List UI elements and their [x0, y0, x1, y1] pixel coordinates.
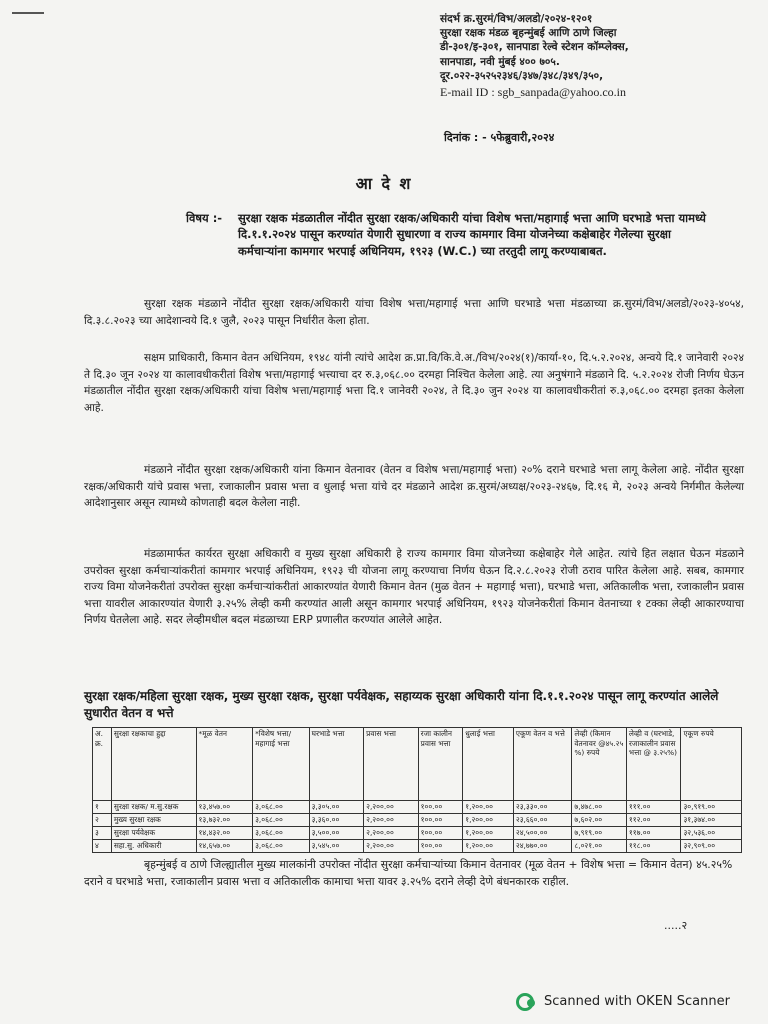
subject-block [186, 210, 716, 259]
table-header-row [93, 728, 742, 801]
cell: २,२००.०० [364, 814, 419, 827]
cell: ७,६०२.०० [572, 814, 627, 827]
cell: १४,४३२.०० [196, 827, 253, 840]
header-line: सानपाडा, नवी मुंबई ४०० ७०५. [440, 55, 560, 68]
cell: २४,७७०.०० [513, 840, 572, 853]
cell: ७,४७८.०० [572, 801, 627, 814]
header-line: डी-३०१/इ-३०१, सानपाडा रेल्वे स्टेशन कॉम्प्लेक्स, [440, 41, 629, 54]
cell: २३,६६०.०० [513, 814, 572, 827]
levy-note-text: बृहन्मुंबई व ठाणे जिल्ह्यातील मुख्य मालकांनी उपरोक्त नोंदीत सुरक्षा कर्मचाऱ्यांच्या किमान वेतनावर (मूळ वेतन + विशेष भत्ता = किमान वेतन) ४५.२५% दराने व घरभाडे भत्ता, रजाकालीन प्रवास भत्ता व अतिकालीक कामाचा भत्ता यावर ३.२५% दराने लेव्ही देणे बंधनकारक राहील. [84, 858, 733, 888]
paragraph-3 [84, 462, 744, 512]
email-line [440, 85, 740, 99]
cell: ७,९१९.०० [572, 827, 627, 840]
table-row [93, 827, 742, 840]
cell: १११.०० [626, 801, 681, 814]
office-header [440, 12, 740, 99]
page-continuation: .....२ [664, 919, 688, 932]
document-title: आ दे श [355, 174, 413, 193]
col-header: लेव्ही व (घरभाडे, रजाकालीन प्रवास भत्ता @ ३.२५%) [626, 728, 681, 801]
cell: २,२००.०० [364, 827, 419, 840]
col-header: धुलाई भत्ता [463, 728, 514, 801]
cell: मुख्य सुरक्षा रक्षक [111, 814, 196, 827]
header-line: संदर्भ क्र.सुरमं/विभ/अलडो/२०२४-१२०१ [440, 13, 593, 25]
scanner-watermark [516, 989, 730, 1013]
paragraph-text: मंडळाने नोंदीत सुरक्षा रक्षक/अधिकारी यांना किमान वेतनावर (वेतन व विशेष भत्ता/महागाई भत्ता) २०% दराने घरभाडे भत्ता लागू केलेला आहे. नोंदीत सुरक्षा रक्षक/अधिकारी यांचे प्रवास भत्ता, रजाकालीन प्रवास भत्ता व धुलाई भत्ता यांचे दर मंडळाने आदेश क्र.सुरमं/अध्यक्ष/२०२३-२४६७, दि.१६ मे, २०२३ अन्वये निर्गमीत केलेल्या आदेशानुसार असून त्यामध्ये कोणताही बदल केलेला नाही. [84, 464, 744, 510]
paragraph-4 [84, 546, 744, 629]
col-header: सुरक्षा रक्षकाचा हुद्दा [111, 728, 196, 801]
col-header: *विशेष भत्ता/ महागाई भत्ता [253, 728, 309, 801]
cell: १००.०० [418, 801, 463, 814]
cell: २३,३३०.०० [513, 801, 572, 814]
cell: ३,३०५.०० [309, 801, 364, 814]
paragraph-text: सक्षम प्राधिकारी, किमान वेतन अधिनियम, १९४८ यांनी त्यांचे आदेश क्र.प्रा.वि/कि.वे.अ./विभ/२०२४(१)/कार्या-१०, दि.५.२.२०२४, अन्वये दि.१ जानेवारी २०२४ ते दि.३० जून २०२४ या कालावधीकरीतां विशेष भत्ता/महागाई भत्त्याचा दर रु.३,०६८.०० दरमहा निश्चित केलेला आहे. त्या अनुषंगाने मंडळाने दि. ५.२.२०२४ रोजी निर्णय घेऊन मंडळातील नोंदीत सुरक्षा रक्षक/अधिकारी यांचा विशेष भत्ता/महागाई भत्ता दि.१ जानेवरी २०२४, ते दि.३० जुन २०२४ या कालावधीकरीतां रु.३,०६८.०० दरमहा इतका केलेला आहे. [84, 352, 744, 414]
cell: १००.०० [418, 814, 463, 827]
cell: ११२.०० [626, 814, 681, 827]
paragraph-text: मंडळामार्फत कार्यरत सुरक्षा अधिकारी व मुख्य सुरक्षा अधिकारी हे राज्य कामगार विमा योजनेच्या कक्षेबाहेर गेले आहेत. त्यांचे हित लक्षात घेऊन मंडळाने उपरोक्त सुरक्षा कर्मचाऱ्यांकरीतां कामगार भरपाई अधिनियम, १९२३ ची योजना लागू करण्याचा निर्णय घेऊन दि.२.८.२०२३ रोजी ठराव पारित केलेला आहे. सबब, कामगार राज्य विमा योजनेकरीतां उपरोक्त सुरक्षा कर्मचाऱ्यांकरीतां आकारण्यांत येणारी किमान वेतन (मुळ वेतन + महागाई भत्ता), घरभाडे भत्ता, अतिकालीक भत्ता, रजाकालीन प्रवास भत्ता यावरील आकारण्यांत येणारी ३.२५% लेव्ही कमी करण्यांत आली असून कामगार भरपाई अधिनियम, १९२३ योजनेकरीतां किमान वेतनाच्या १ टक्का लेव्ही आकारण्याचा निर्णय घेतलेला आहे. सदर लेव्हीमधील बदल मंडळाच्या ERP प्रणालीत करण्यांत आलेले आहेत. [84, 548, 744, 627]
cell: १,२००.०० [463, 827, 514, 840]
scanner-label: Scanned with OKEN Scanner [544, 993, 730, 1009]
email-label: E-mail ID : [440, 85, 495, 100]
cell: १३,४५७.०० [196, 801, 253, 814]
col-header: प्रवास भत्ता [364, 728, 419, 801]
cell: १,२००.०० [463, 840, 514, 853]
paragraph-2 [84, 350, 744, 416]
levy-note [84, 856, 744, 890]
cell: ३,३६०.०० [309, 814, 364, 827]
table-row [93, 840, 742, 853]
order-date: दिनांक : - ५फेब्रुवारी,२०२४ [444, 131, 555, 144]
cell: ४ [93, 840, 112, 853]
cell: ३,०६८.०० [253, 827, 309, 840]
cell: सुरक्षा रक्षक/ म.सु.रक्षक [111, 801, 196, 814]
col-header: लेव्ही (किमान वेतनावर @४५.२५ %) रुपये [572, 728, 627, 801]
col-header: घरभाडे भत्ता [309, 728, 364, 801]
cell: ३,०६८.०० [253, 801, 309, 814]
header-line: सुरक्षा रक्षक मंडळ बृहन्मुंबई आणि ठाणे जिल्हा [440, 27, 617, 40]
cell: ३१,३७४.०० [681, 814, 742, 827]
col-header: *मूळ वेतन [196, 728, 253, 801]
cell: ११८.०० [626, 840, 681, 853]
cell: ३०,९१९.०० [681, 801, 742, 814]
subject-text: सुरक्षा रक्षक मंडळातील नोंदीत सुरक्षा रक्षक/अधिकारी यांचा विशेष भत्ता/महागाई भत्ता आणि घरभाडे भत्ता यामध्ये दि.१.१.२०२४ पासून करण्यांत येणारी सुधारणा व राज्य कामगार विमा योजनेच्या कक्षेबाहेर गेलेल्या सुरक्षा कर्मचाऱ्यांना कामगार भरपाई अधिनियम, १९२३ (W.C.) च्या तरतुदी लागू करण्याबाबत. [238, 211, 706, 258]
paragraph-1 [84, 296, 744, 329]
cell: ३,०६८.०० [253, 814, 309, 827]
cell: २,२००.०० [364, 801, 419, 814]
paragraph-text: सुरक्षा रक्षक मंडळाने नोंदीत सुरक्षा रक्षक/अधिकारी यांचा विशेष भत्ता/महागाई भत्ता आणि घरभाडे भत्ता मंडळाच्या क्र.सुरमं/विभ/अलडो/२०२३-४०५४, दि.३.८.२०२३ च्या आदेशान्वये दि.१ जुलै, २०२३ पासून निर्धारीत केला होता. [84, 298, 744, 327]
salary-table [92, 727, 742, 853]
email-address: sgb_sanpada@yahoo.co.in [497, 85, 627, 100]
corner-mark [12, 12, 44, 14]
table-row [93, 814, 742, 827]
col-header: रजा कालीन प्रवास भत्ता [418, 728, 463, 801]
cell: १,२००.०० [463, 801, 514, 814]
subject-label: विषय :- [186, 211, 223, 225]
table-row [93, 801, 742, 814]
cell: १,२००.०० [463, 814, 514, 827]
cell: १३,७३२.०० [196, 814, 253, 827]
cell: १००.०० [418, 840, 463, 853]
cell: २४,५००.०० [513, 827, 572, 840]
cell: ८,०२१.०० [572, 840, 627, 853]
cell: २ [93, 814, 112, 827]
cell: १४,६५७.०० [196, 840, 253, 853]
table-title: सुरक्षा रक्षक/महिला सुरक्षा रक्षक, मुख्य सुरक्षा रक्षक, सुरक्षा पर्यवेक्षक, सहाय्यक सुरक्षा अधिकारी यांना दि.१.१.२०२४ पासून लागू करण्यांत आलेले सुधारीत वेतन व भत्ते [84, 689, 719, 720]
cell: ३२,९०९.०० [681, 840, 742, 853]
cell: ३,०६८.०० [253, 840, 309, 853]
col-header: अ. क्र. [93, 728, 112, 801]
header-line: दूर.०२२-३५२५२३४६/३४७/३४८/३४९/३५०, [440, 69, 604, 82]
cell: ११७.०० [626, 827, 681, 840]
cell: ३२,५३६.०० [681, 827, 742, 840]
col-header: एकूण वेतन व भत्ते [513, 728, 572, 801]
col-header: एकूण रुपये [681, 728, 742, 801]
cell: २,२००.०० [364, 840, 419, 853]
cell: ३ [93, 827, 112, 840]
oken-logo-icon [516, 991, 536, 1011]
cell: ३,५००.०० [309, 827, 364, 840]
cell: सहा.सु. अधिकारी [111, 840, 196, 853]
cell: १००.०० [418, 827, 463, 840]
cell: ३,५४५.०० [309, 840, 364, 853]
cell: सुरक्षा पर्यवेक्षक [111, 827, 196, 840]
cell: १ [93, 801, 112, 814]
